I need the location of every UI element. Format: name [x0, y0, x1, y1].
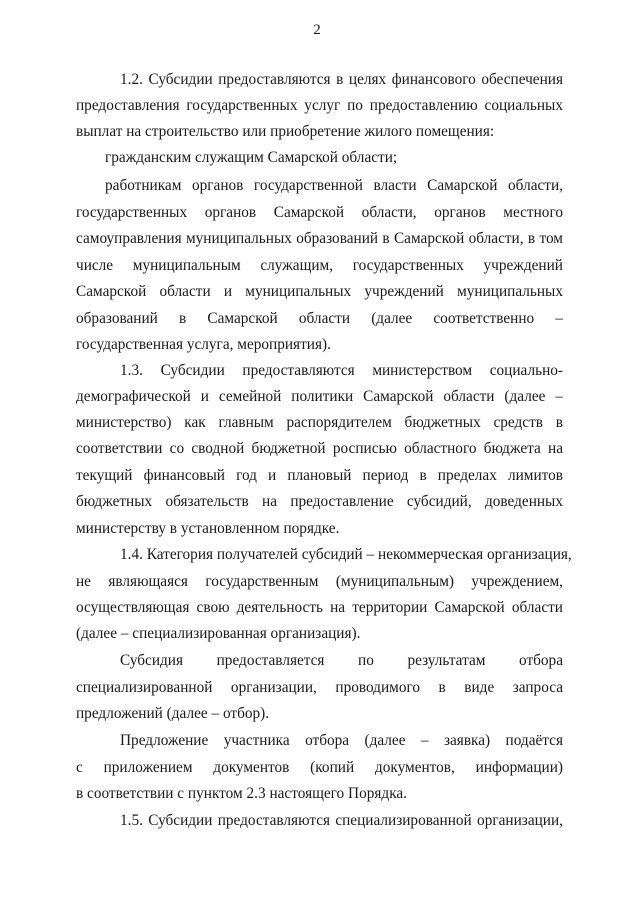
text-line: гражданским служащим Самарской области;: [105, 149, 398, 166]
text-line: с приложением документов (копий документов, информации): [76, 759, 563, 776]
text-line: Субсидия предоставляется по результатам отбора: [120, 652, 563, 669]
text-line: предложений (далее – отбор).: [76, 705, 270, 722]
page-number: 2: [313, 22, 321, 38]
text-line: 1.5. Субсидии предоставляются специализированной организации,: [120, 812, 563, 829]
text-line: выплат на строительство или приобретение жилого помещения:: [76, 123, 495, 140]
text-line: числе муниципальным служащим, государственных учреждений: [76, 257, 563, 274]
text-line: государственная услуга, мероприятия).: [76, 336, 331, 353]
text-line: 1.4. Категория получателей субсидий – некоммерческая организация,: [120, 546, 572, 563]
text-line: в соответствии с пунктом 2.3 настоящего Порядка.: [76, 785, 408, 802]
text-line: государственных органов Самарской области, органов местного: [76, 204, 563, 221]
text-line: не являющаяся государственным (муниципальным) учреждением,: [76, 573, 563, 590]
text-line: специализированной организации, проводимого в виде запроса: [76, 679, 563, 696]
text-line: самоуправления муниципальных образований в Самарской области, в том: [76, 230, 563, 247]
text-line: 1.2. Субсидии предоставляются в целях финансового обеспечения: [120, 71, 563, 88]
text-line: образований в Самарской области (далее соответственно –: [76, 310, 563, 327]
text-line: 1.3. Субсидии предоставляются министерством социально-: [120, 362, 563, 379]
text-line: бюджетных обязательств на предоставление субсидий, доведенных: [76, 493, 563, 510]
text-line: Предложение участника отбора (далее – заявка) подаётся: [120, 732, 563, 749]
text-line: министерство) как главным распорядителем бюджетных средств в: [76, 414, 563, 431]
text-line: работникам органов государственной власти Самарской области,: [105, 177, 563, 194]
text-line: (далее – специализированная организация).: [76, 625, 361, 642]
text-line: соответствии со сводной бюджетной росписью областного бюджета на: [76, 440, 563, 457]
text-line: текущий финансовый год и плановый период в пределах лимитов: [76, 467, 563, 484]
text-line: осуществляющая свою деятельность на территории Самарской области: [76, 599, 563, 616]
text-line: министерству в установленном порядке.: [76, 520, 340, 537]
text-line: предоставления государственных услуг по предоставлению социальных: [76, 97, 563, 114]
text-line: демографической и семейной политики Самарской области (далее –: [76, 388, 563, 405]
text-line: Самарской области и муниципальных учреждений муниципальных: [76, 283, 563, 300]
